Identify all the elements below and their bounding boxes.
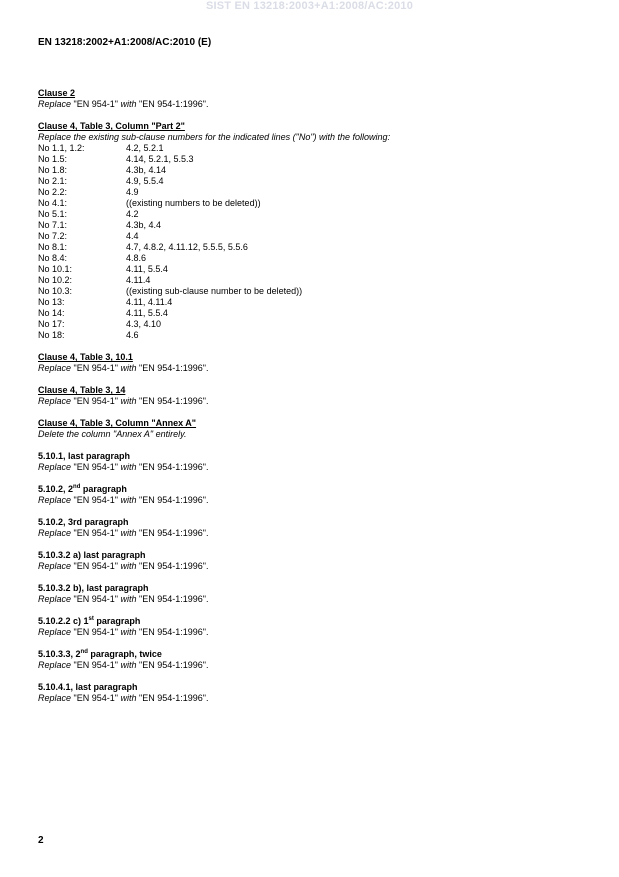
- row-value: 4.11, 5.5.4: [126, 264, 168, 274]
- replacement-list: [38, 143, 598, 341]
- table-row: [38, 330, 598, 341]
- row-number: No 14:: [38, 308, 65, 318]
- row-value: 4.2: [126, 209, 139, 219]
- table-row: [38, 209, 598, 220]
- table-row: [38, 220, 598, 231]
- section-heading: Clause 4, Table 3, 14: [38, 385, 126, 395]
- section-heading: 5.10.3.2 b), last paragraph: [38, 583, 149, 593]
- section-heading: 5.10.2, 3rd paragraph: [38, 517, 129, 527]
- section-heading: 5.10.3.3, 2nd paragraph, twice: [38, 649, 162, 659]
- row-value: 4.2, 5.2.1: [126, 143, 164, 153]
- table-row: [38, 143, 598, 154]
- table-row: [38, 308, 598, 319]
- table-row: [38, 275, 598, 286]
- section-5-10-3-2-b: [38, 583, 598, 605]
- row-number: No 10.3:: [38, 286, 73, 296]
- row-value: ((existing sub-clause number to be deleted)): [126, 286, 303, 296]
- row-value: 4.11.4: [126, 275, 151, 285]
- section-heading: Clause 4, Table 3, Column "Part 2": [38, 121, 185, 131]
- replace-line: Replace "EN 954-1" with "EN 954-1:1996".: [38, 99, 209, 109]
- document-body: [38, 88, 598, 715]
- row-number: No 8.1:: [38, 242, 68, 252]
- row-value: 4.11, 4.11.4: [126, 297, 173, 307]
- row-value: 4.6: [126, 330, 139, 340]
- section-heading: 5.10.1, last paragraph: [38, 451, 131, 461]
- row-number: No 17:: [38, 319, 65, 329]
- table-row: [38, 176, 598, 187]
- row-number: No 1.5:: [38, 154, 68, 164]
- replace-line: Replace "EN 954-1" with "EN 954-1:1996".: [38, 594, 209, 604]
- table-row: [38, 165, 598, 176]
- table-row: [38, 187, 598, 198]
- instruction: Delete the column "Annex A" entirely.: [38, 429, 187, 439]
- table-3-part2-section: [38, 121, 598, 341]
- annex-a-section: [38, 418, 598, 440]
- table-row: [38, 231, 598, 242]
- row-value: 4.3b, 4.14: [126, 165, 167, 175]
- row-value: 4.4: [126, 231, 139, 241]
- row-number: No 2.1:: [38, 176, 68, 186]
- row-number: No 1.1, 1.2:: [38, 143, 85, 153]
- table-row: [38, 297, 598, 308]
- row-value: 4.3, 4.10: [126, 319, 162, 329]
- row-number: No 7.1:: [38, 220, 68, 230]
- row-number: No 5.1:: [38, 209, 68, 219]
- replace-line: Replace "EN 954-1" with "EN 954-1:1996".: [38, 363, 209, 373]
- row-number: No 4.1:: [38, 198, 68, 208]
- replace-line: Replace "EN 954-1" with "EN 954-1:1996".: [38, 462, 209, 472]
- table-row: [38, 154, 598, 165]
- replace-line: Replace "EN 954-1" with "EN 954-1:1996".: [38, 561, 209, 571]
- table-row: [38, 198, 598, 209]
- section-heading: Clause 4, Table 3, Column "Annex A": [38, 418, 197, 428]
- replace-line: Replace "EN 954-1" with "EN 954-1:1996".: [38, 396, 209, 406]
- table-row: [38, 319, 598, 330]
- row-value: 4.9, 5.5.4: [126, 176, 164, 186]
- replace-line: Replace "EN 954-1" with "EN 954-1:1996".: [38, 660, 209, 670]
- row-number: No 13:: [38, 297, 65, 307]
- row-value: 4.14, 5.2.1, 5.5.3: [126, 154, 194, 164]
- page-number: 2: [38, 835, 44, 846]
- section-5-10-1: [38, 451, 598, 473]
- section-5-10-4-1: [38, 682, 598, 704]
- replace-line: Replace "EN 954-1" with "EN 954-1:1996".: [38, 495, 209, 505]
- section-5-10-2-2-c: [38, 616, 598, 638]
- section-heading: 5.10.3.2 a) last paragraph: [38, 550, 146, 560]
- clause-2-section: [38, 88, 598, 110]
- section-heading: Clause 2: [38, 88, 76, 98]
- row-number: No 2.2:: [38, 187, 68, 197]
- table-row: [38, 253, 598, 264]
- row-value: 4.11, 5.5.4: [126, 308, 168, 318]
- table-row: [38, 286, 598, 297]
- table-3-14-section: [38, 385, 598, 407]
- document-id: EN 13218:2002+A1:2008/AC:2010 (E): [38, 37, 212, 48]
- table-3-10-1-section: [38, 352, 598, 374]
- table-row: [38, 264, 598, 275]
- section-heading: 5.10.2.2 c) 1st paragraph: [38, 616, 141, 626]
- row-value: ((existing numbers to be deleted)): [126, 198, 261, 208]
- replace-line: Replace "EN 954-1" with "EN 954-1:1996".: [38, 693, 209, 703]
- row-value: 4.3b, 4.4: [126, 220, 162, 230]
- row-number: No 10.2:: [38, 275, 73, 285]
- row-value: 4.7, 4.8.2, 4.11.12, 5.5.5, 5.5.6: [126, 242, 248, 252]
- section-heading: 5.10.4.1, last paragraph: [38, 682, 138, 692]
- row-value: 4.9: [126, 187, 139, 197]
- row-value: 4.8.6: [126, 253, 147, 263]
- row-number: No 10.1:: [38, 264, 73, 274]
- row-number: No 8.4:: [38, 253, 68, 263]
- section-heading: 5.10.2, 2nd paragraph: [38, 484, 127, 494]
- section-5-10-2-3rd: [38, 517, 598, 539]
- replace-line: Replace "EN 954-1" with "EN 954-1:1996".: [38, 528, 209, 538]
- row-number: No 7.2:: [38, 231, 68, 241]
- row-number: No 18:: [38, 330, 65, 340]
- table-row: [38, 242, 598, 253]
- section-heading: Clause 4, Table 3, 10.1: [38, 352, 133, 362]
- replace-line: Replace "EN 954-1" with "EN 954-1:1996".: [38, 627, 209, 637]
- row-number: No 1.8:: [38, 165, 68, 175]
- section-5-10-3-3: [38, 649, 598, 671]
- watermark: SIST EN 13218:2003+A1:2008/AC:2010: [205, 0, 414, 12]
- instruction: Replace the existing sub-clause numbers for the indicated lines ("No") with the following:: [38, 132, 391, 142]
- section-5-10-2-2nd: [38, 484, 598, 506]
- section-5-10-3-2-a: [38, 550, 598, 572]
